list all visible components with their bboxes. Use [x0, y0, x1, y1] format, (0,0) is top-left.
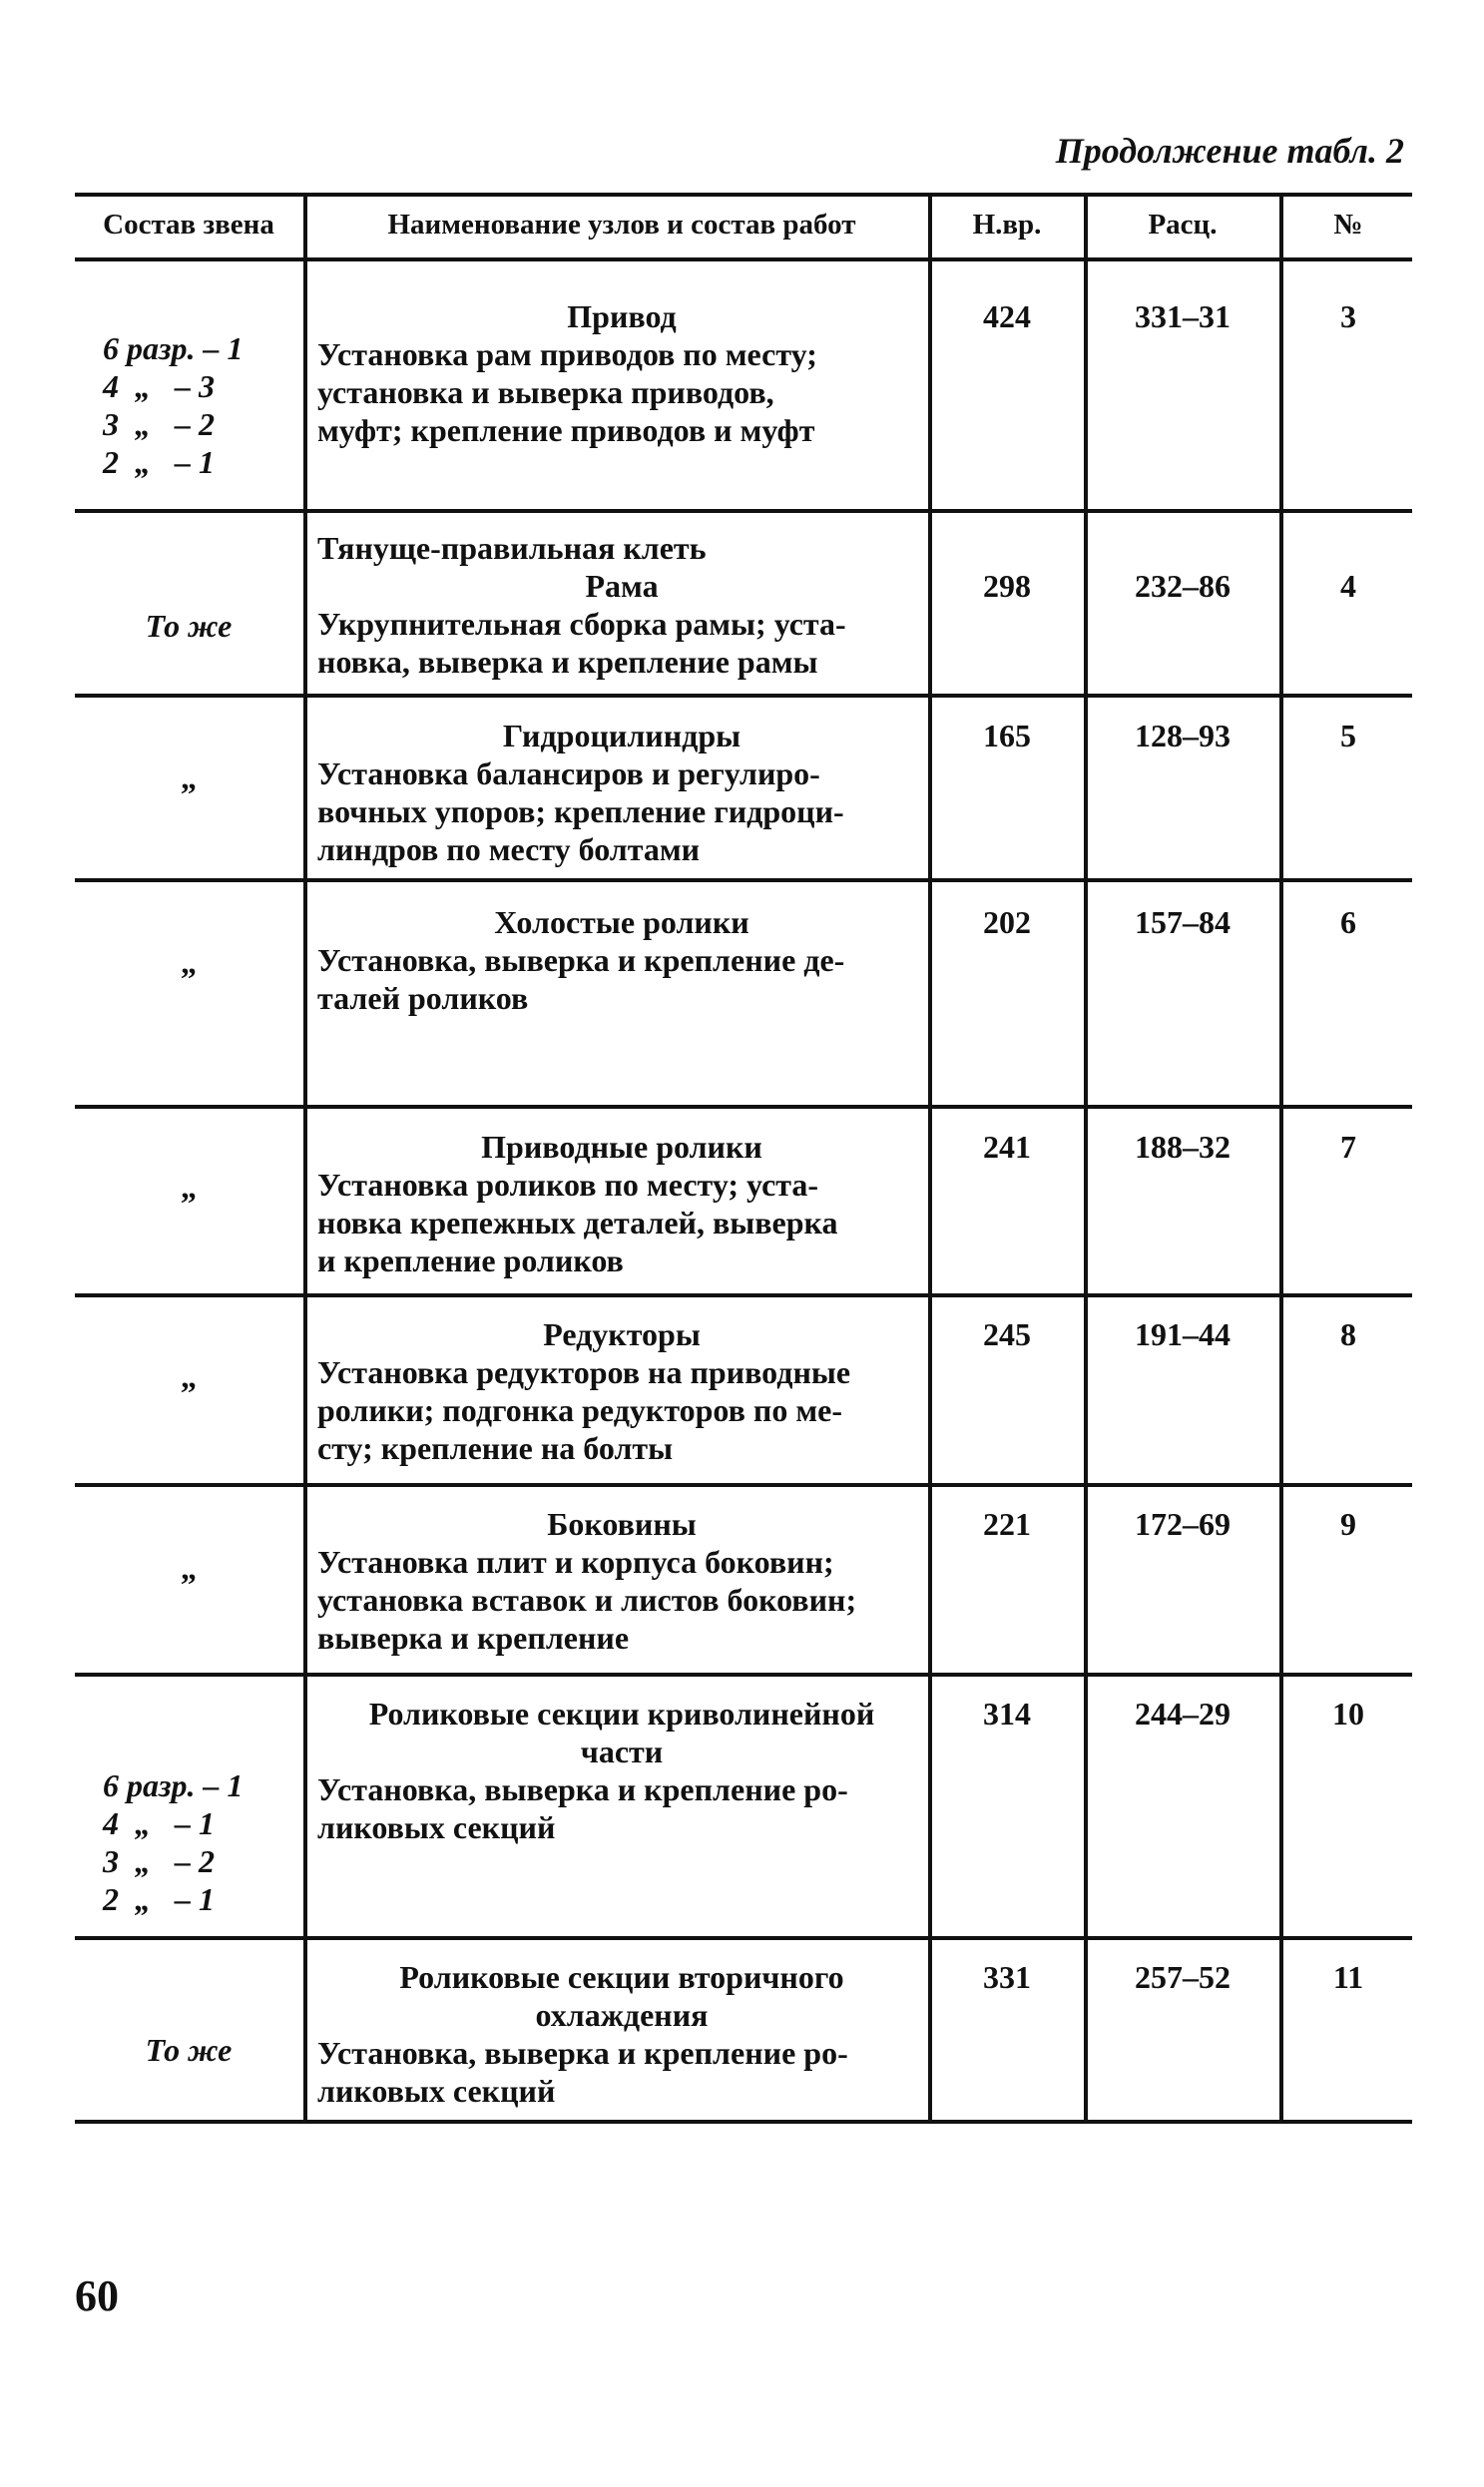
ditto-mark: „ [181, 1358, 197, 1394]
crew-composition [75, 1766, 302, 1918]
work-text-line: Укрупнительная сборка рамы; уста- [317, 606, 846, 642]
crew-composition [75, 329, 302, 481]
crew-line: 3 „ – 2 [103, 406, 215, 442]
rate: 257–52 [1135, 1959, 1231, 1995]
header-bottom-rule [75, 257, 1412, 261]
work-text-line: талей роликов [317, 980, 529, 1016]
crew-composition [75, 1549, 302, 1587]
row-number: 6 [1340, 904, 1356, 940]
work-text-line: вочных упоров; крепление гидроци- [317, 793, 844, 829]
work-text-line: ликовых секций [317, 1809, 556, 1845]
rate: 331–31 [1135, 298, 1231, 334]
row-divider [75, 1673, 1412, 1677]
crew-line: 4 „ – 3 [103, 368, 215, 404]
crew-line: 6 разр. – 1 [103, 1767, 244, 1803]
work-text-line: установка и выверка приводов, [317, 374, 774, 410]
work-description [317, 1128, 926, 1279]
work-text-line: Установка, выверка и крепление де- [317, 942, 845, 978]
row-divider [75, 694, 1412, 698]
norm-time: 245 [983, 1316, 1031, 1352]
row-divider [75, 1483, 1412, 1487]
header-number: № [1333, 209, 1363, 241]
norm-time: 424 [983, 298, 1031, 334]
work-title: Роликовые секции вторичного [399, 1959, 844, 1995]
table-bottom-rule [75, 2120, 1412, 2124]
crew-composition [75, 1357, 302, 1395]
work-text-line: выверка и крепление [317, 1620, 630, 1656]
work-title: Боковины [547, 1506, 697, 1542]
work-description [317, 529, 926, 681]
ditto-mark: „ [181, 1550, 197, 1586]
work-text-line: и крепление роликов [317, 1243, 624, 1278]
work-title: Привод [567, 298, 677, 334]
header-rate: Расц. [1148, 209, 1218, 241]
row-number: 3 [1340, 298, 1356, 334]
row-divider [75, 1293, 1412, 1297]
row-divider [75, 509, 1412, 513]
work-description [317, 1505, 926, 1657]
work-text-line: установка вставок и листов боковин; [317, 1582, 857, 1618]
ditto-mark: „ [181, 759, 197, 795]
norm-time: 202 [983, 904, 1031, 940]
work-text-line: ликовых секций [317, 2073, 556, 2109]
work-text-line: муфт; крепление приводов и муфт [317, 412, 815, 448]
work-text-line: Установка плит и корпуса боковин; [317, 1544, 834, 1580]
work-text-line: Установка, выверка и крепление ро- [317, 2035, 848, 2071]
work-title: Гидроцилиндры [502, 718, 742, 753]
work-text-line: линдров по месту болтами [317, 831, 701, 867]
work-description [317, 1315, 926, 1467]
ditto-mark: „ [181, 944, 197, 980]
work-description [317, 1695, 926, 1846]
row-number: 4 [1340, 568, 1356, 604]
norm-time: 221 [983, 1506, 1031, 1542]
row-number: 7 [1340, 1129, 1356, 1165]
work-title: Редукторы [543, 1316, 701, 1352]
work-title: охлаждения [535, 1997, 709, 2033]
work-text-line: новка крепежных деталей, выверка [317, 1205, 838, 1241]
row-number: 9 [1340, 1506, 1356, 1542]
norm-time: 298 [983, 568, 1031, 604]
rate: 191–44 [1135, 1316, 1231, 1352]
work-text-line: сту; крепление на болты [317, 1430, 674, 1466]
row-number: 8 [1340, 1316, 1356, 1352]
crew-line: 6 разр. – 1 [103, 330, 244, 366]
rate: 128–93 [1135, 718, 1231, 753]
work-title: Роликовые секции криволинейной [368, 1696, 875, 1732]
work-title: Рама [585, 568, 659, 604]
work-description [317, 717, 926, 868]
crew-composition [75, 1168, 302, 1206]
work-description [317, 1958, 926, 2110]
column-separator [303, 193, 307, 2124]
crew-composition [75, 2031, 302, 2069]
rate: 188–32 [1135, 1129, 1231, 1165]
same-as-above: То же [145, 2032, 233, 2068]
work-text-line: Установка редукторов на приводные [317, 1354, 851, 1390]
table-continuation-caption: Продолжение табл. 2 [1055, 131, 1404, 171]
crew-line: 2 „ – 1 [103, 1881, 215, 1917]
page-number: 60 [75, 2271, 119, 2320]
work-description [317, 297, 926, 449]
work-title: части [580, 1734, 664, 1769]
norm-time: 165 [983, 718, 1031, 753]
row-number: 11 [1332, 1959, 1364, 1995]
work-text-line: Установка рам приводов по месту; [317, 336, 817, 372]
work-text-line: ролики; подгонка редукторов по ме- [317, 1392, 842, 1428]
ditto-mark: „ [181, 1169, 197, 1205]
header-norm-time: Н.вр. [972, 209, 1042, 241]
work-description [317, 903, 926, 1017]
crew-line: 2 „ – 1 [103, 444, 215, 480]
crew-composition [75, 607, 302, 645]
crew-composition [75, 758, 302, 796]
row-number: 10 [1332, 1696, 1364, 1732]
norm-time: 331 [983, 1959, 1031, 1995]
norm-time: 241 [983, 1129, 1031, 1165]
norm-time: 314 [983, 1696, 1031, 1732]
row-divider [75, 878, 1412, 882]
work-title: Холостые ролики [494, 904, 749, 940]
row-number: 5 [1340, 718, 1356, 753]
header-crew: Состав звена [103, 209, 274, 241]
work-title: Приводные ролики [481, 1129, 762, 1165]
crew-composition [75, 943, 302, 981]
rate: 232–86 [1135, 568, 1231, 604]
header-work: Наименование узлов и состав работ [387, 209, 856, 241]
same-as-above: То же [145, 608, 233, 644]
work-text-line: Установка роликов по месту; уста- [317, 1167, 819, 1203]
work-text-line: новка, выверка и крепление рамы [317, 644, 818, 680]
crew-line: 3 „ – 2 [103, 1843, 215, 1879]
rate: 172–69 [1135, 1506, 1231, 1542]
row-divider [75, 1936, 1412, 1940]
rate: 157–84 [1135, 904, 1231, 940]
crew-line: 4 „ – 1 [103, 1805, 215, 1841]
work-text-line: Установка балансиров и регулиро- [317, 755, 820, 791]
rate: 244–29 [1135, 1696, 1231, 1732]
row-divider [75, 1105, 1412, 1109]
work-text-line: Установка, выверка и крепление ро- [317, 1771, 848, 1807]
section-title: Тянуще-правильная клеть [317, 530, 707, 566]
